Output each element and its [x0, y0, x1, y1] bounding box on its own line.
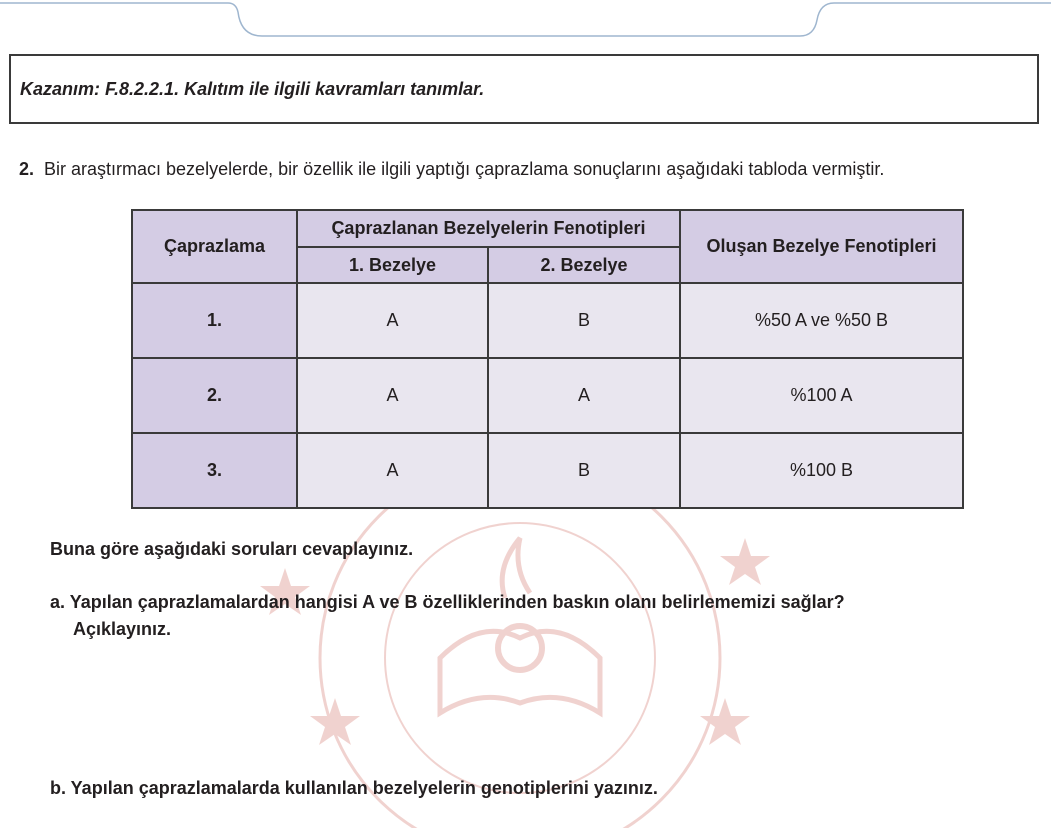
row-offspring: %100 B	[680, 433, 963, 508]
cross-results-table	[131, 209, 964, 509]
header-cross: Çaprazlama	[132, 210, 297, 283]
header-tab-decoration	[0, 0, 1051, 40]
row-cross-number: 1.	[132, 283, 297, 358]
row-parent1: A	[297, 283, 488, 358]
part-a-line1: a. Yapılan çaprazlamalardan hangisi A ve B özelliklerinden baskın olanı belirlememizi sağlar?	[50, 592, 845, 612]
row-cross-number: 3.	[132, 433, 297, 508]
row-offspring: %100 A	[680, 358, 963, 433]
row-parent2: B	[488, 283, 680, 358]
part-a-question	[50, 592, 845, 640]
part-b-question: b. Yapılan çaprazlamalarda kullanılan bezelyelerin genotiplerini yazınız.	[50, 778, 658, 798]
row-offspring: %50 A ve %50 B	[680, 283, 963, 358]
table-row	[132, 433, 963, 508]
table-row	[132, 358, 963, 433]
header-parent1: 1. Bezelye	[297, 247, 488, 283]
learning-outcome-text: Kazanım: F.8.2.2.1. Kalıtım ile ilgili kavramları tanımlar.	[20, 78, 485, 99]
instruction-text: Buna göre aşağıdaki soruları cevaplayınız.	[50, 539, 414, 559]
row-parent2: B	[488, 433, 680, 508]
header-parent-phenotypes: Çaprazlanan Bezelyelerin Fenotipleri	[297, 210, 680, 247]
question-number: 2.	[19, 159, 35, 179]
question-text: Bir araştırmacı bezelyelerde, bir özellik ile ilgili yaptığı çaprazlama sonuçlarını aşağıdaki tabloda vermiştir.	[44, 159, 885, 179]
row-parent2: A	[488, 358, 680, 433]
row-parent1: A	[297, 358, 488, 433]
table-row	[132, 283, 963, 358]
part-a-line2: Açıklayınız.	[73, 619, 172, 639]
question-stem	[19, 159, 884, 180]
header-parent2: 2. Bezelye	[488, 247, 680, 283]
row-parent1: A	[297, 433, 488, 508]
header-offspring-phenotypes: Oluşan Bezelye Fenotipleri	[680, 210, 963, 283]
row-cross-number: 2.	[132, 358, 297, 433]
learning-outcome-box	[9, 54, 1039, 124]
